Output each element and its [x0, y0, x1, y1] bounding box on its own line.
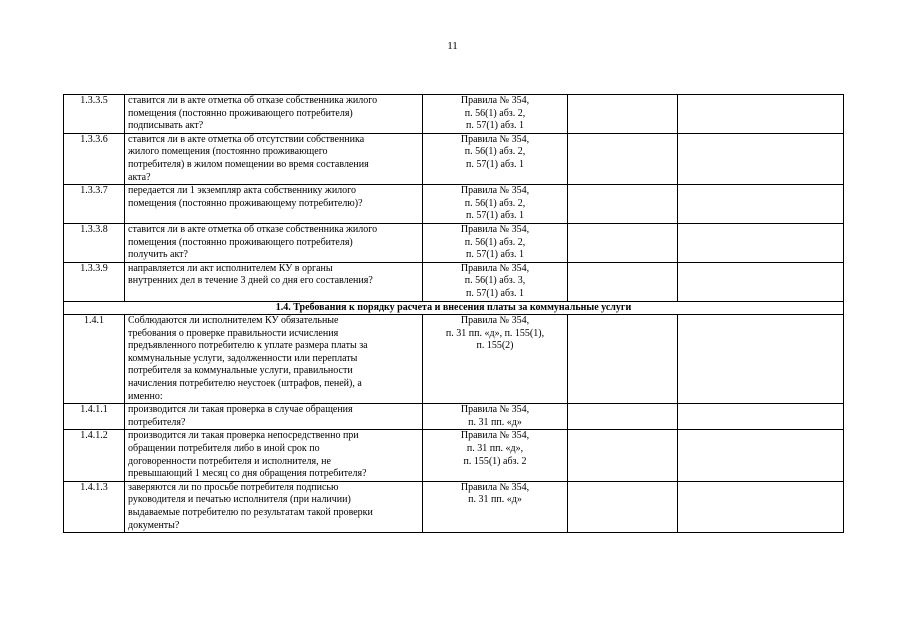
answer-cell[interactable] [568, 404, 678, 430]
reference-text-line: п. 56(1) абз. 2, [464, 107, 526, 119]
answer-cell[interactable] [568, 185, 678, 224]
notes-cell[interactable] [678, 404, 844, 430]
question-text-line: заверяются ли по просьбе потребителя подписью [128, 481, 339, 493]
notes-cell[interactable] [678, 95, 844, 134]
question-text-line: обращении потребителя либо в иной срок по [128, 443, 320, 455]
table-row [64, 133, 844, 184]
item-number: 1.4.1.2 [64, 430, 125, 481]
question-text-line: направляется ли акт исполнителем КУ в органы [128, 262, 333, 274]
question-text-line: именно: [128, 390, 163, 402]
question-text-line: жилого помещения (постоянно проживающего [128, 146, 328, 158]
table-row [64, 481, 844, 532]
question-text-line: потребителя) в жилом помещении во время составления [128, 158, 369, 170]
notes-cell[interactable] [678, 185, 844, 224]
question-text-line: ставится ли в акте отметка об отказе собственника жилого [128, 223, 378, 235]
question-cell [125, 404, 423, 430]
question-cell [125, 133, 423, 184]
reference-text-line: Правила № 354, [460, 95, 530, 106]
notes-cell[interactable] [678, 262, 844, 301]
question-text-line: ставится ли в акте отметка об отказе собственника жилого [128, 95, 378, 106]
reference-text-line: п. 57(1) абз. 1 [466, 249, 524, 261]
answer-cell[interactable] [568, 262, 678, 301]
item-number: 1.3.3.8 [64, 223, 125, 262]
question-text-line: превышающий 1 месяц со дня обращения потребителя? [128, 468, 367, 480]
notes-cell[interactable] [678, 481, 844, 532]
reference-cell [423, 481, 568, 532]
table-row [64, 430, 844, 481]
question-text-line: внутренних дел в течение 3 дней со дня его составления? [128, 275, 373, 287]
question-cell [125, 95, 423, 134]
reference-cell [423, 223, 568, 262]
table-row [64, 185, 844, 224]
answer-cell[interactable] [568, 315, 678, 404]
question-text-line: акта? [128, 171, 151, 183]
question-text-line: помещения (постоянно проживающего потребителя) [128, 107, 353, 119]
question-text-line: подписывать акт? [128, 120, 204, 132]
reference-text-line: Правила № 354, [460, 315, 530, 327]
reference-text-line: Правила № 354, [460, 133, 530, 145]
reference-text-line: п. 57(1) абз. 1 [466, 287, 524, 299]
question-text-line: Соблюдаются ли исполнителем КУ обязательные [128, 315, 339, 327]
answer-cell[interactable] [568, 133, 678, 184]
question-text-line: выдаваемые потребителю по результатам такой проверки [128, 507, 373, 518]
reference-text-line: п. 155(2) [476, 340, 514, 352]
table-row [64, 315, 844, 404]
question-text-line: предъявленного потребителю к уплате размера платы за [128, 340, 368, 352]
reference-text-line: п. 57(1) абз. 1 [466, 210, 524, 222]
notes-cell[interactable] [678, 430, 844, 481]
reference-text-line: п. 56(1) абз. 2, [464, 197, 526, 209]
table-row [64, 404, 844, 430]
table-row [64, 262, 844, 301]
section-title: 1.4. Требования к порядку расчета и внесения платы за коммунальные услуги [64, 301, 844, 315]
reference-cell [423, 430, 568, 481]
item-number: 1.3.3.7 [64, 185, 125, 224]
answer-cell[interactable] [568, 223, 678, 262]
reference-cell [423, 95, 568, 134]
question-cell [125, 481, 423, 532]
question-text-line: начисления потребителю неустоек (штрафов, пеней), а [128, 378, 362, 390]
reference-text-line: п. 155(1) абз. 2 [463, 455, 527, 467]
question-cell [125, 185, 423, 224]
reference-text-line: п. 31 пп. «д», [466, 443, 524, 455]
question-text-line: производится ли такая проверка в случае обращения [128, 404, 353, 416]
notes-cell[interactable] [678, 133, 844, 184]
question-cell [125, 262, 423, 301]
question-cell [125, 315, 423, 404]
question-text-line: потребителя за коммунальные услуги, правильности [128, 365, 353, 377]
question-text-line: коммунальные услуги, задолженности или переплаты [128, 352, 358, 364]
question-text-line: производится ли такая проверка непосредственно при [128, 430, 359, 442]
notes-cell[interactable] [678, 315, 844, 404]
checklist-table [63, 94, 844, 533]
reference-text-line: п. 56(1) абз. 2, [464, 236, 526, 248]
table-row [64, 223, 844, 262]
reference-cell [423, 262, 568, 301]
reference-text-line: Правила № 354, [460, 404, 530, 416]
reference-text-line: п. 31 пп. «д» [468, 416, 522, 428]
reference-cell [423, 315, 568, 404]
reference-text-line: п. 31 пп. «д», п. 155(1), [445, 327, 545, 339]
answer-cell[interactable] [568, 430, 678, 481]
item-number: 1.3.3.9 [64, 262, 125, 301]
section-heading-row [64, 301, 844, 315]
reference-text-line: Правила № 354, [460, 262, 530, 274]
question-cell [125, 430, 423, 481]
reference-cell [423, 133, 568, 184]
question-text-line: помещения (постоянно проживающего потребителя) [128, 236, 353, 248]
item-number: 1.3.3.5 [64, 95, 125, 134]
reference-text-line: п. 56(1) абз. 2, [464, 146, 526, 158]
question-cell [125, 223, 423, 262]
reference-text-line: Правила № 354, [460, 430, 530, 442]
item-number: 1.3.3.6 [64, 133, 125, 184]
reference-cell [423, 404, 568, 430]
reference-text-line: п. 56(1) абз. 3, [464, 275, 526, 287]
item-number: 1.4.1.1 [64, 404, 125, 430]
reference-text-line: Правила № 354, [460, 481, 530, 493]
question-text-line: помещения (постоянно проживающему потребителю)? [128, 197, 363, 209]
question-text-line: документы? [128, 519, 180, 531]
answer-cell[interactable] [568, 95, 678, 134]
question-text-line: передается ли 1 экземпляр акта собственнику жилого [128, 185, 357, 197]
item-number: 1.4.1 [64, 315, 125, 404]
reference-cell [423, 185, 568, 224]
reference-text-line: Правила № 354, [460, 223, 530, 235]
reference-text-line: Правила № 354, [460, 185, 530, 197]
question-text-line: потребителя? [128, 416, 186, 428]
checklist-body [64, 95, 844, 533]
answer-cell[interactable] [568, 481, 678, 532]
question-text-line: получить акт? [128, 249, 188, 261]
reference-text-line: п. 57(1) абз. 1 [466, 120, 524, 132]
reference-text-line: п. 31 пп. «д» [468, 494, 522, 506]
item-number: 1.4.1.3 [64, 481, 125, 532]
table-row [64, 95, 844, 134]
page-number: 11 [447, 40, 458, 52]
question-text-line: требования о проверке правильности исчисления [128, 327, 339, 339]
question-text-line: руководителя и печатью исполнителя (при наличии) [128, 494, 351, 506]
reference-text-line: п. 57(1) абз. 1 [466, 158, 524, 170]
question-text-line: договоренности потребителя и исполнителя, не [128, 455, 331, 467]
notes-cell[interactable] [678, 223, 844, 262]
question-text-line: ставится ли в акте отметка об отсутствии собственника [128, 133, 365, 145]
